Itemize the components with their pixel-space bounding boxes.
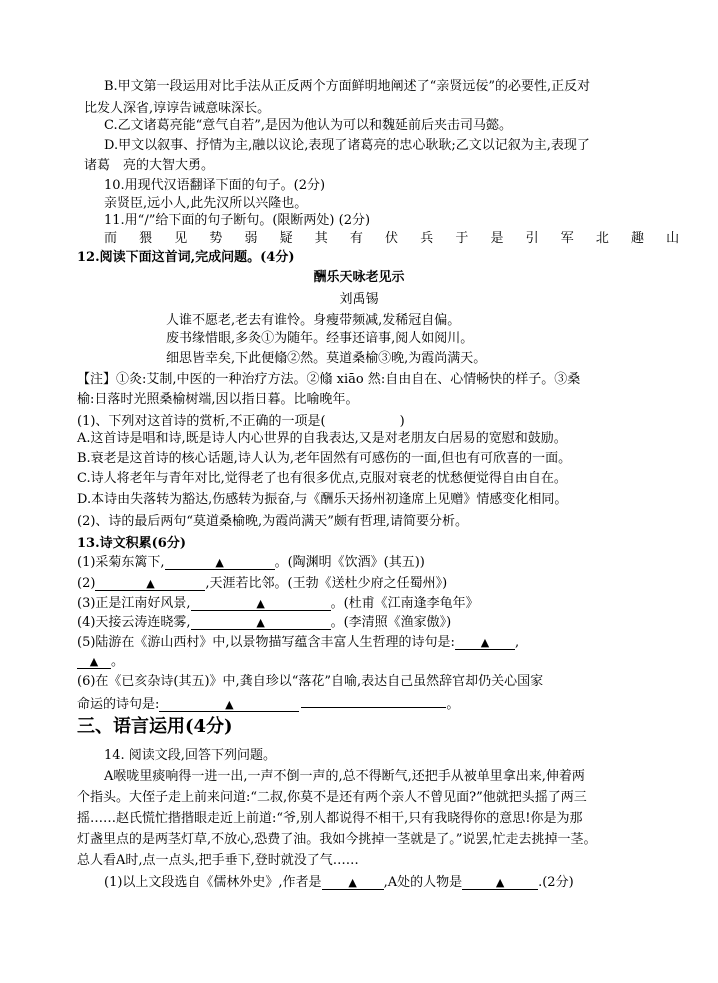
q13-4-source: 。(李清照《渔家傲》) <box>330 615 452 630</box>
q14-sub1 <box>104 874 574 892</box>
q13-3-text: (3)正是江南好风景, <box>77 596 191 611</box>
q13-heading: 13.诗文积累(6分) <box>77 536 186 551</box>
poem-note-line1: 【注】①灸:艾制,中医的一种治疗方法。②翛 xiāo 然:自由自在、心情畅快的样子。③桑 <box>77 372 581 387</box>
poem-title: 酬乐天咏老见示 <box>313 270 405 285</box>
q13-4-text: (4)天接云涛连晓雾, <box>77 615 191 630</box>
q13-item-2 <box>77 575 447 593</box>
blank-triangle-icon: ▲ <box>495 876 505 889</box>
q12-sub1-text: (1)、下列对这首诗的赏析,不正确的一项是( <box>77 414 326 429</box>
blank-triangle-icon: ▲ <box>215 556 224 569</box>
poem-note-line2: 榆:日落时光照桑榆树端,因以指日暮。比喻晚年。 <box>77 392 359 407</box>
q13-2-source: ,天涯若比邻。(王勃《送杜少府之任蜀州》) <box>205 576 448 591</box>
q13-3-source: 。(杜甫《江南逢李龟年》 <box>330 596 479 611</box>
q10-question: 10.用现代汉语翻译下面的句子。(2分) <box>104 178 326 193</box>
q12-option-a: A.这首诗是唱和诗,既是诗人内心世界的自我表达,又是对老朋友白居易的宽慰和鼓励。 <box>77 431 567 446</box>
q13-1-text: (1)采菊东篱下, <box>77 555 165 570</box>
q12-option-d: D.本诗由失落转为豁达,伤感转为振奋,与《酬乐天扬州初逢席上见赠》情感变化相同。 <box>77 492 568 507</box>
q14-question: 14. 阅读文段,回答下列问题。 <box>104 748 276 763</box>
q14-author-blank[interactable] <box>322 874 384 890</box>
q13-6-blank-2[interactable] <box>301 692 446 708</box>
q14-passage-line5: 总人看A时,点一点头,把手垂下,登时就没了气…… <box>77 853 359 868</box>
blank-triangle-icon: ▲ <box>348 876 357 889</box>
blank-triangle-icon: ▲ <box>146 577 155 590</box>
q13-item-3 <box>77 595 479 613</box>
section-heading-language-use: 三、语言运用(4分) <box>77 716 233 737</box>
q13-6-end: 。 <box>446 697 460 712</box>
q13-5-text: (5)陆游在《游山西村》中,以景物描写蕴含丰富人生哲理的诗句是: <box>77 635 455 650</box>
q10-sentence: 亲贤臣,远小人,此先汉所以兴隆也。 <box>104 196 308 211</box>
q13-5-end: 。 <box>111 654 125 669</box>
q9-option-b-line2: 比发人深省,谆谆告诫意味深长。 <box>84 101 271 116</box>
q12-sub2: (2)、诗的最后两句“莫道桑榆晚,为霞尚满天”颇有哲理,请简要分析。 <box>77 514 468 529</box>
poem-line-2: 废书缘惜眼,多灸①为随年。经事还谙事,阅人如阅川。 <box>166 331 474 346</box>
q12-sub1 <box>77 410 405 431</box>
q13-1-blank[interactable] <box>165 554 275 570</box>
q12-sub1-close: ) <box>399 414 405 429</box>
q14-passage-line3: 摇……赵氏慌忙揩揩眼走近上前道:“爷,别人都说得不相干,只有我晓得你的意思!你是为那 <box>77 811 583 826</box>
q14-passage-line2: 个指头。大侄子走上前来问道:“二叔,你莫不是还有两个亲人不曾见面?”他就把头摇了两三 <box>77 790 587 805</box>
q12-option-c: C.诗人将老年与青年对比,觉得老了也有很多优点,克服对衰老的忧愁便觉得自由自在。 <box>77 471 567 486</box>
poem-line-3: 细思皆幸矣,下此便翛②然。莫道桑榆③晚,为霞尚满天。 <box>166 351 487 366</box>
q9-option-d-line2: 诸葛 亮的大智大勇。 <box>84 158 215 173</box>
q13-item-5-cont <box>77 653 124 671</box>
poem-line-1: 人谁不愿老,老去有谁怜。身瘦带频减,发稀冠自偏。 <box>166 313 461 328</box>
q12-sub1-answer-space[interactable] <box>326 410 400 425</box>
blank-triangle-icon: ▲ <box>89 655 99 668</box>
blank-triangle-icon: ▲ <box>225 698 234 711</box>
q11-question: 11.用“/”给下面的句子断句。(限断两处) (2分) <box>104 213 371 228</box>
q13-6-text: 命运的诗句是: <box>77 697 160 712</box>
q13-item-1 <box>77 554 425 572</box>
q13-6-blank-1[interactable] <box>159 696 299 712</box>
poem-author: 刘禹锡 <box>339 292 379 307</box>
q13-5-comma: , <box>514 635 520 650</box>
q14-sub1-mid: ,A处的人物是 <box>383 875 463 890</box>
q14-passage-line4: 灯盏里点的是两茎灯草,不放心,恐费了油。我如今挑掉一茎就是了。”说罢,忙走去挑掉一茎。 <box>77 832 597 847</box>
q9-option-b-line1: B.甲文第一段运用对比手法从正反两个方面鲜明地阐述了“亲贤远佞”的必要性,正反对 <box>104 79 591 94</box>
q13-5-blank-1[interactable] <box>455 634 515 650</box>
q13-item-6-line2 <box>77 692 459 714</box>
q13-item-4 <box>77 614 451 632</box>
q13-2-text: (2) <box>77 576 96 591</box>
q14-passage-line1: A喉咙里痰响得一进一出,一声不倒一声的,总不得断气,还把手从被单里拿出来,伸着两 <box>104 769 585 784</box>
q14-sub1-text: (1)以上文段选自《儒林外史》,作者是 <box>104 875 322 890</box>
q13-item-5 <box>77 634 519 652</box>
q13-3-blank[interactable] <box>191 595 331 611</box>
q13-5-blank-2[interactable] <box>77 653 111 669</box>
q13-4-blank[interactable] <box>191 614 331 630</box>
q12-option-b: B.衰老是这首诗的核心话题,诗人认为,老年固然有可感伤的一面,但也有可欣喜的一面。 <box>77 451 572 466</box>
q11-sentence: 而 猥 见 势 弱 疑 其 有 伏 兵 于 是 引 军 北 趣 山 <box>104 231 689 246</box>
q13-2-blank[interactable] <box>95 575 205 591</box>
q14-character-blank[interactable] <box>462 874 538 890</box>
blank-triangle-icon: ▲ <box>256 616 265 629</box>
q12-heading: 12.阅读下面这首词,完成问题。(4分) <box>77 250 295 265</box>
blank-triangle-icon: ▲ <box>256 597 265 610</box>
q13-1-source: 。(陶渊明《饮酒》(其五)) <box>274 555 425 570</box>
q9-option-d-line1: D.甲文以叙事、抒情为主,融以议论,表现了诸葛亮的忠心耿耿;乙文以记叙为主,表现了 <box>104 138 590 153</box>
q14-sub1-end: .(2分) <box>538 875 574 890</box>
q9-option-c: C.乙文诸葛亮能“意气自若”,是因为他认为可以和魏延前后夹击司马懿。 <box>104 118 513 133</box>
blank-triangle-icon: ▲ <box>480 636 490 649</box>
q13-item-6-line1: (6)在《已亥杂诗(其五)》中,龚自珍以“落花”自喻,表达自己虽然辞官却仍关心国家 <box>77 674 544 689</box>
